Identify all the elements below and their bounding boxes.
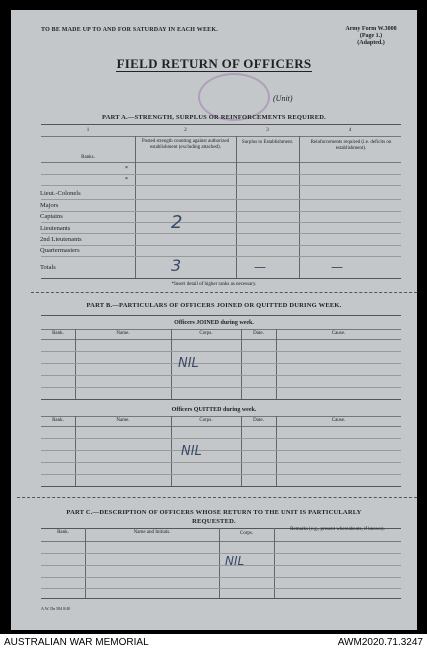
row-rule [41, 438, 401, 439]
row-rule [41, 565, 401, 566]
part-a-col-line [299, 136, 300, 279]
row-rule [41, 375, 401, 376]
quitted-col-line [171, 416, 172, 486]
joined-title: Officers JOINED during week. [174, 320, 254, 326]
row-rule [41, 211, 401, 212]
joined-col-line [241, 329, 242, 399]
part-a-bottom-rule [41, 278, 401, 279]
col-number-2: 2 [184, 128, 187, 133]
part-a-col-line [236, 136, 237, 279]
row-rule [41, 553, 401, 554]
quitted-col-rank: Rank. [52, 418, 64, 423]
part-c-bottom-rule [41, 598, 401, 599]
part-b-heading: PART B.—PARTICULARS OF OFFICERS JOINED OR QUITTED DURING WEEK. [86, 302, 342, 309]
col-header-surplus: Surplus to Establishment. [241, 140, 294, 145]
joined-col-line [276, 329, 277, 399]
part-c-heading [11, 508, 417, 526]
part-c-col-remarks: Remarks (e.g., present whereabouts, if known). [290, 527, 385, 532]
part-a-col-line [135, 136, 136, 279]
quitted-col-line [276, 416, 277, 486]
form-name: Army Form W.3008 [345, 26, 397, 32]
col-number-1: 1 [86, 128, 90, 133]
row-rule [41, 450, 401, 451]
part-a-heading: PART A.—STRENGTH, SURPLUS OR REINFORCEMENTS REQUIRED. [102, 114, 326, 121]
col-header-reinforcements: Reinforcements required (i.e. deficits on establishment). [310, 140, 392, 151]
form-adapted: (Adapted.) [357, 40, 385, 46]
footer-accession-number: AWM2020.71.3247 [337, 637, 423, 648]
form-reference [336, 26, 406, 47]
row-rule [41, 351, 401, 352]
part-c-nil-entry: NIL [225, 554, 245, 568]
row-rule [41, 462, 401, 463]
joined-col-corps: Corps. [199, 331, 213, 336]
joined-title-rule [41, 329, 401, 330]
joined-col-date: Date. [253, 331, 264, 336]
quitted-header-rule [41, 426, 401, 427]
row-rule [41, 577, 401, 578]
col-number-4: 4 [348, 128, 352, 133]
unit-label: (Unit) [273, 94, 293, 103]
part-a-top-rule [41, 124, 401, 125]
part-c-col-corps: Corps. [239, 531, 254, 536]
totals-label: Totals [40, 264, 56, 271]
quitted-nil-entry: NIL [181, 444, 202, 459]
section-divider [17, 497, 417, 498]
part-b-top-rule [41, 315, 401, 316]
row-rule [41, 174, 401, 175]
footer-institution: AUSTRALIAN WAR MEMORIAL [4, 637, 149, 648]
section-divider [31, 292, 417, 293]
rank-lieutenants: Lieutenants [40, 225, 71, 232]
row-rule [41, 387, 401, 388]
rank-captains: Captains [40, 213, 63, 220]
quitted-col-line [241, 416, 242, 486]
row-rule [41, 222, 401, 223]
part-c-heading-line2: REQUESTED. [192, 518, 236, 525]
quitted-title-rule [41, 416, 401, 417]
asterisk: * [125, 166, 128, 172]
quitted-col-line [75, 416, 76, 486]
col-number-rule [41, 136, 401, 137]
row-rule [41, 199, 401, 200]
posted-lieutenants-value: 2 [171, 212, 183, 233]
rank-lieut-colonels: Lieut.-Colonels [40, 190, 81, 197]
row-rule [41, 185, 401, 186]
joined-col-line [75, 329, 76, 399]
joined-bottom-rule [41, 399, 401, 400]
part-c-col-name: Name and Initials. [133, 530, 171, 535]
form-sheet [11, 10, 417, 630]
instruction-text: TO BE MADE UP TO AND FOR SATURDAY IN EACH WEEK. [41, 27, 218, 33]
joined-header-rule [41, 339, 401, 340]
col-header-rule [41, 162, 401, 163]
part-c-header-rule [41, 541, 401, 542]
quitted-col-date: Date. [253, 418, 264, 423]
quitted-col-cause: Cause. [331, 418, 346, 423]
joined-col-cause: Cause. [331, 331, 346, 336]
form-title: FIELD RETURN OF OFFICERS [116, 56, 312, 71]
col-number-3: 3 [266, 128, 269, 133]
col-header-ranks: Ranks. [81, 155, 95, 160]
form-page: (Page 1.) [359, 33, 383, 39]
totals-reinforcements-value: — [331, 260, 343, 274]
row-rule [41, 474, 401, 475]
joined-col-rank: Rank. [52, 331, 64, 336]
archive-footer [0, 634, 427, 653]
totals-posted-value: 3 [171, 256, 182, 275]
row-rule [41, 588, 401, 589]
row-rule [41, 245, 401, 246]
quitted-title: Officers QUITTED during week. [171, 407, 257, 413]
quitted-col-corps: Corps. [199, 418, 213, 423]
quitted-bottom-rule [41, 486, 401, 487]
joined-nil-entry: NIL [178, 356, 199, 371]
asterisk: * [125, 177, 128, 183]
row-rule [41, 363, 401, 364]
rank-quartermasters: Quartermasters [40, 247, 80, 254]
col-header-posted: Posted strength counting against authorized establishment (excluding attached). [141, 139, 230, 150]
rank-majors: Majors [40, 202, 59, 209]
part-c-col-rank: Rank. [57, 530, 69, 535]
print-code: A.W. Dn 584 8/40 [41, 606, 71, 611]
part-c-heading-line1: PART C.—DESCRIPTION OF OFFICERS WHOSE RETURN TO THE UNIT IS PARTICULARLY [66, 509, 362, 516]
row-rule [41, 233, 401, 234]
totals-surplus-value: — [254, 260, 266, 274]
joined-col-name: Name. [116, 331, 130, 336]
joined-col-line [171, 329, 172, 399]
rank-2nd-lieutenants: 2nd Lieutenants [40, 236, 82, 243]
row-rule [41, 256, 401, 257]
quitted-col-name: Name. [116, 418, 130, 423]
part-a-footnote: *Insert detail of higher ranks as necessary. [171, 282, 257, 287]
